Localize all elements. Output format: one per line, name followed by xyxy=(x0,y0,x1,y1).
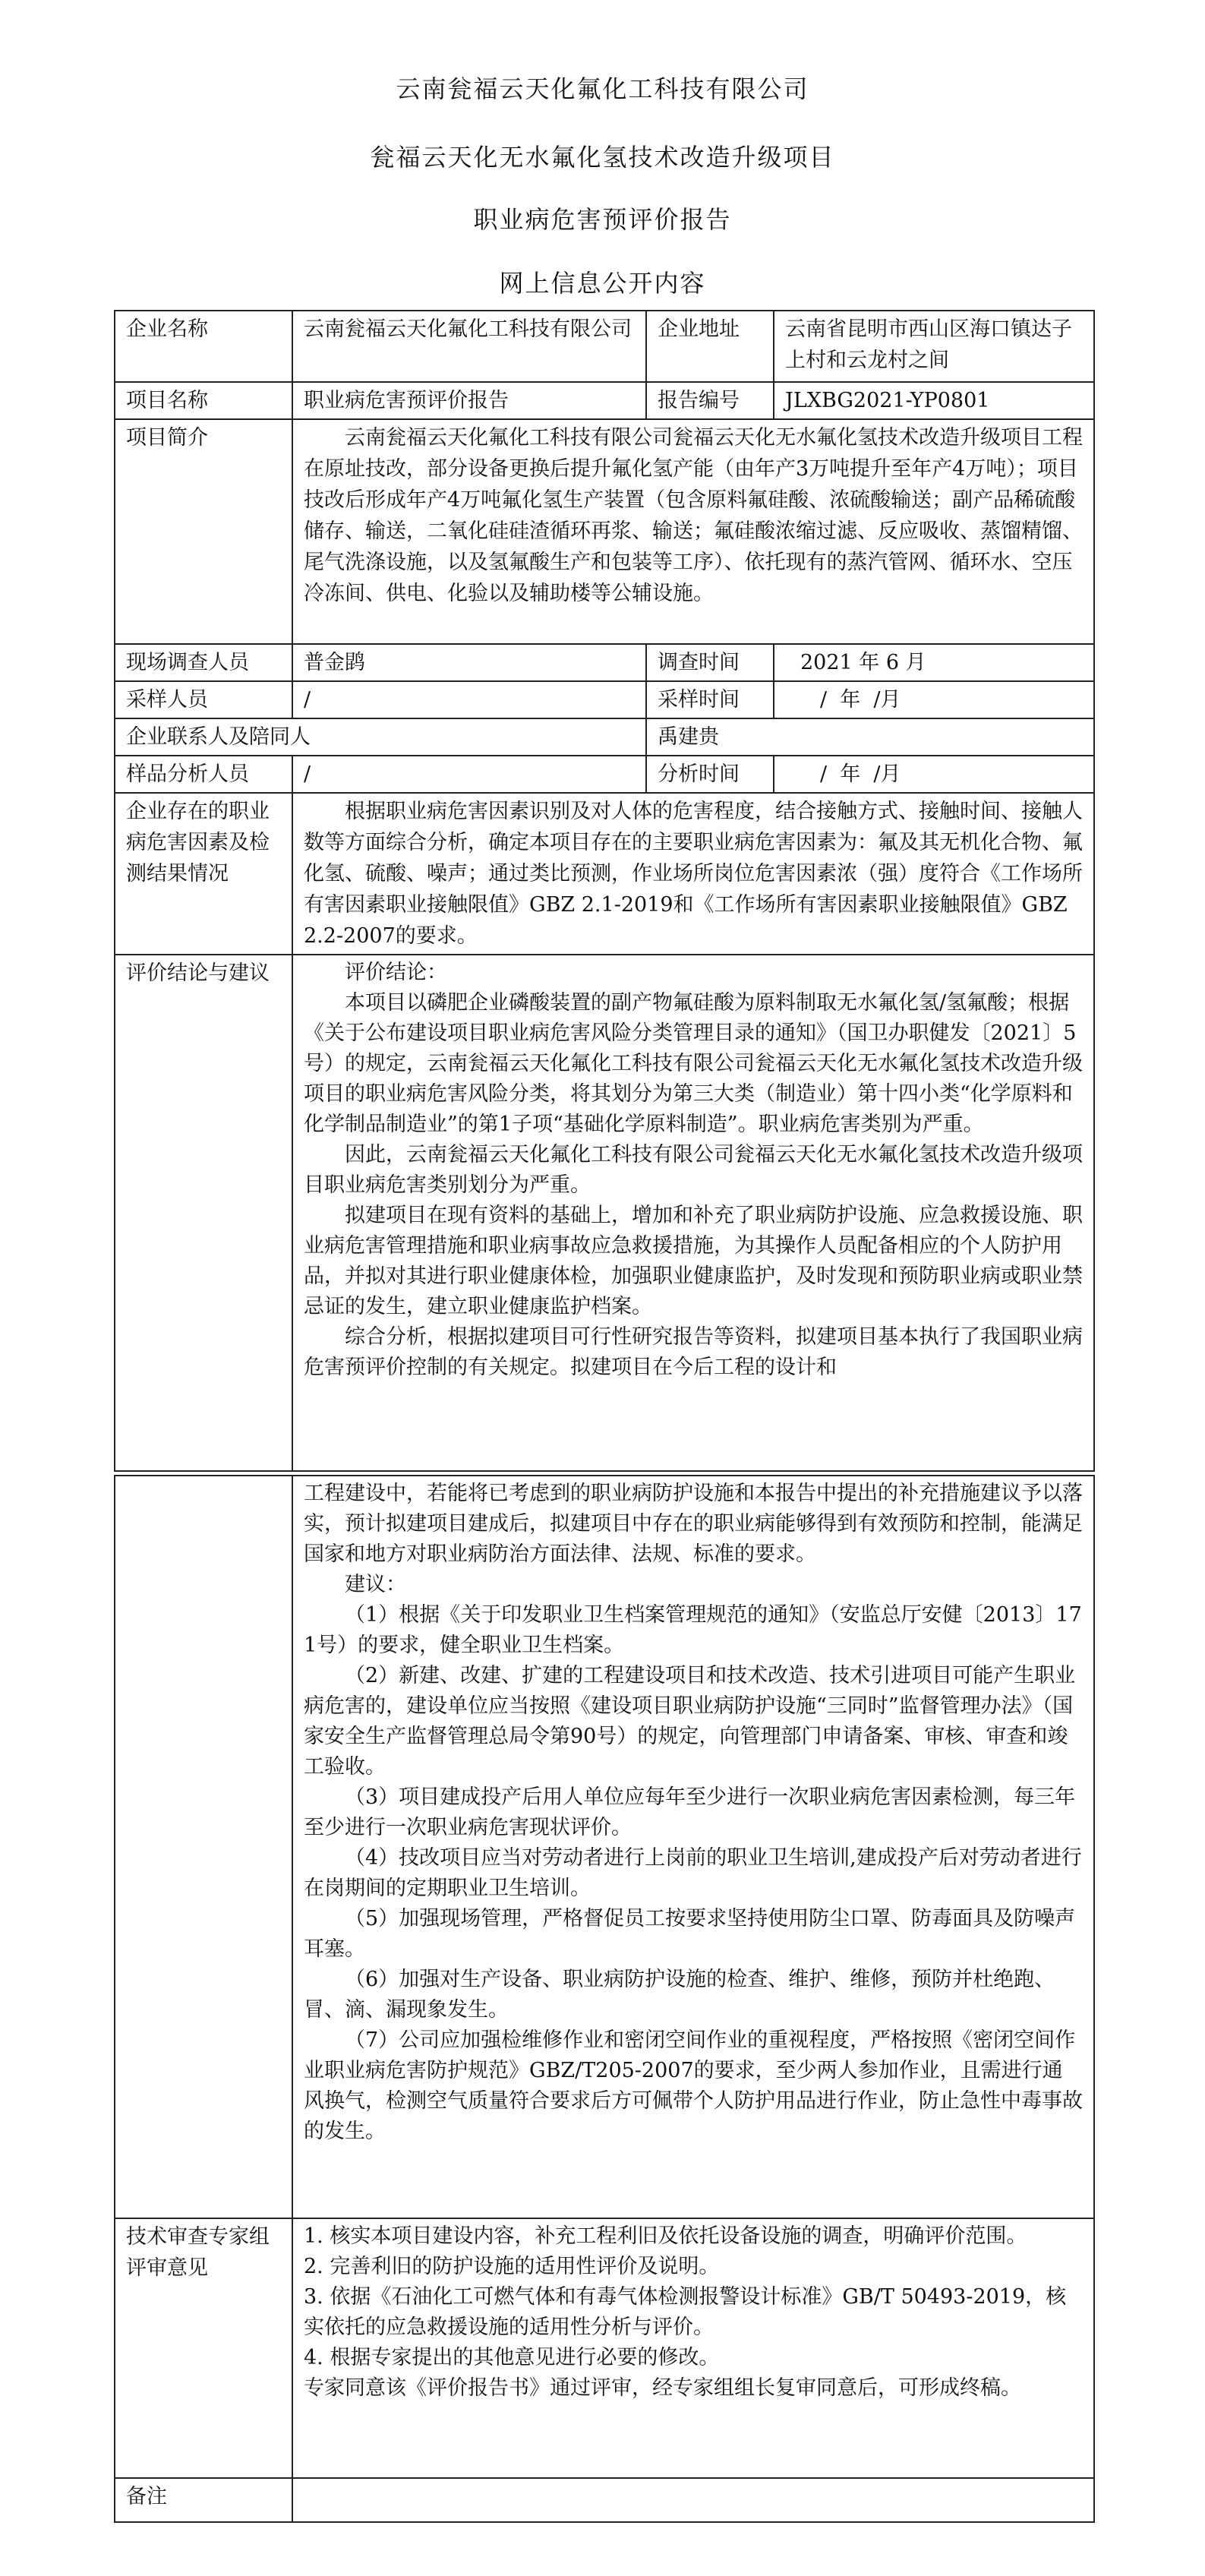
conclusion-heading: 评价结论： xyxy=(345,961,447,984)
expert-item: 3. 依据《石油化工可燃气体和有毒气体检测报警设计标准》GB/T 50493-2019，核实依托的应急救援设施的适用性分析与评价。 xyxy=(304,2285,1067,2339)
advice-item: （1）根据《关于印发职业卫生档案管理规范的通知》（安监总厅安健〔2013〕171号）的要求，健全职业卫生档案。 xyxy=(304,1603,1082,1657)
header-disclosure: 网上信息公开内容 xyxy=(499,269,706,298)
analyst-label: 样品分析人员 xyxy=(115,756,292,793)
row-intro xyxy=(115,419,1094,644)
advice-item: （5）加强现场管理，严格督促员工按要求坚持使用防尘口罩、防毒面具及防噪声耳塞。 xyxy=(304,1907,1076,1961)
info-table-part-2 xyxy=(114,1475,1095,2523)
surveyor-label: 现场调查人员 xyxy=(115,644,292,681)
conclusion-paragraph-1: 本项目以磷肥企业磷酸装置的副产物氟硅酸为原料制取无水氟化氢/氢氟酸；根据《关于公布建设项目职业病危害风险分类管理目录的通知》（国卫办职健发〔2021〕5号）的规定，云南瓮福云天化氟化工科技有限公司瓮福云天化无水氟化氢技术改造升级项目的职业病危害风险分类，将其划分为第三大类（制造业）第十四小类“化学原料和化学制品制造业”的第1子项“基础化学原料制造”。职业病危害类别为严重。 xyxy=(304,991,1083,1136)
address-label: 企业地址 xyxy=(646,311,774,382)
advice-heading: 建议： xyxy=(345,1573,406,1596)
contact-value: 禹建贵 xyxy=(646,718,1094,756)
project-label: 项目名称 xyxy=(115,382,292,419)
hazards-label: 企业存在的职业病危害因素及检测结果情况 xyxy=(115,793,292,955)
row-sampler xyxy=(115,681,1094,718)
report-no-label: 报告编号 xyxy=(646,382,774,419)
advice-item: （3）项目建成投产后用人单位应每年至少进行一次职业病危害因素检测，每三年至少进行一次职业病危害现状评价。 xyxy=(304,1785,1076,1839)
row-conclusion-continued xyxy=(115,1476,1094,2218)
header-company: 云南瓮福云天化氟化工科技有限公司 xyxy=(396,74,809,103)
header-project: 瓮福云天化无水氟化氢技术改造升级项目 xyxy=(370,143,835,172)
survey-time-label: 调查时间 xyxy=(646,644,774,681)
conclusion-paragraph-3: 拟建项目在现有资料的基础上，增加和补充了职业病防护设施、应急救援设施、职业病危害管理措施和职业病事故应急救援措施，为其操作人员配备相应的个人防护用品，并拟对其进行职业健康体检，加强职业健康监护，及时发现和预防职业病或职业禁忌证的发生，建立职业健康监护档案。 xyxy=(304,1204,1083,1318)
row-analyst xyxy=(115,756,1094,793)
remarks-label: 备注 xyxy=(115,2478,292,2522)
intro-text-cell xyxy=(292,419,1094,644)
project-value: 职业病危害预评价报告 xyxy=(292,382,646,419)
conclusion-cell-part-1 xyxy=(292,955,1094,1471)
advice-item: （6）加强对生产设备、职业病防护设施的检查、维护、维修，预防并杜绝跑、冒、滴、漏现象发生。 xyxy=(304,1968,1055,2022)
row-remarks xyxy=(115,2478,1094,2522)
analysis-time-value: / 年 /月 xyxy=(774,756,1094,793)
info-table-part-1 xyxy=(114,310,1095,1472)
report-no-value: JLXBG2021-YP0801 xyxy=(774,382,1094,419)
conclusion-paragraph-5: 工程建设中，若能将已考虑到的职业病防护设施和本报告中提出的补充措施建议予以落实，预计拟建项目建成后，拟建项目中存在的职业病能够得到有效预防和控制，能满足国家和地方对职业病防治方面法律、法规、标准的要求。 xyxy=(304,1482,1083,1566)
expert-item: 1. 核实本项目建设内容，补充工程利旧及依托设备设施的调查，明确评价范围。 xyxy=(304,2224,1027,2248)
row-expert xyxy=(115,2218,1094,2478)
surveyor-value: 普金鹍 xyxy=(292,644,646,681)
conclusion-label: 评价结论与建议 xyxy=(115,955,292,1471)
analyst-value: / xyxy=(292,756,646,793)
sample-time-label: 采样时间 xyxy=(646,681,774,718)
row-surveyor xyxy=(115,644,1094,681)
row-company xyxy=(115,311,1094,382)
company-label: 企业名称 xyxy=(115,311,292,382)
row-project xyxy=(115,382,1094,419)
expert-cell xyxy=(292,2218,1094,2478)
header-report: 职业病危害预评价报告 xyxy=(473,205,732,234)
sampler-label: 采样人员 xyxy=(115,681,292,718)
row-conclusion xyxy=(115,955,1094,1471)
advice-item: （2）新建、改建、扩建的工程建设项目和技术改造、技术引进项目可能产生职业病危害的，建设单位应当按照《建设项目职业病防护设施“三同时”监督管理办法》（国家安全生产监督管理总局令第90号）的规定，向管理部门申请备案、审核、审查和竣工验收。 xyxy=(304,1664,1076,1779)
intro-text: 云南瓮福云天化氟化工科技有限公司瓮福云天化无水氟化氢技术改造升级项目工程在原址技改，部分设备更换后提升氟化氢产能（由年产3万吨提升至年产4万吨）；项目技改后形成年产4万吨氟化氢生产装置（包含原料氟硅酸、浓硫酸输送；副产品稀硫酸储存、输送，二氧化硅硅渣循环再浆、输送；氟硅酸浓缩过滤、反应吸收、蒸馏精馏、尾气洗涤设施，以及氢氟酸生产和包装等工序）、依托现有的蒸汽管网、循环水、空压冷冻间、供电、化验以及辅助楼等公辅设施。 xyxy=(304,426,1083,605)
expert-conclusion: 专家同意该《评价报告书》通过评审，经专家组组长复审同意后，可形成终稿。 xyxy=(304,2376,1021,2400)
address-value: 云南省昆明市西山区海口镇达子上村和云龙村之间 xyxy=(774,311,1094,382)
survey-time-value: 2021 年 6 月 xyxy=(774,644,1094,681)
sampler-value: / xyxy=(292,681,646,718)
expert-item: 4. 根据专家提出的其他意见进行必要的修改。 xyxy=(304,2346,720,2369)
advice-item: （4）技改项目应当对劳动者进行上岗前的职业卫生培训,建成投产后对劳动者进行在岗期间的定期职业卫生培训。 xyxy=(304,1846,1082,1900)
hazards-text: 根据职业病危害因素识别及对人体的危害程度，结合接触方式、接触时间、接触人数等方面综合分析，确定本项目存在的主要职业病危害因素为：氟及其无机化合物、氟化氢、硫酸、噪声；通过类比预测，作业场所岗位危害因素浓（强）度符合《工作场所有害因素职业接触限值》GBZ 2.1-2019和《工作场所有害因素职业接触限值》GBZ 2.2-2007的要求。 xyxy=(304,800,1083,948)
conclusion-paragraph-4: 综合分析，根据拟建项目可行性研究报告等资料，拟建项目基本执行了我国职业病危害预评价控制的有关规定。拟建项目在今后工程的设计和 xyxy=(304,1325,1083,1379)
intro-label: 项目简介 xyxy=(115,419,292,644)
conclusion-paragraph-2: 因此，云南瓮福云天化氟化工科技有限公司瓮福云天化无水氟化氢技术改造升级项目职业病危害类别划分为严重。 xyxy=(304,1143,1083,1197)
remarks-value xyxy=(292,2478,1094,2522)
company-value: 云南瓮福云天化氟化工科技有限公司 xyxy=(292,311,646,382)
contact-label: 企业联系人及陪同人 xyxy=(115,718,646,756)
analysis-time-label: 分析时间 xyxy=(646,756,774,793)
conclusion-cell-part-2 xyxy=(292,1476,1094,2218)
advice-item: （7）公司应加强检维修作业和密闭空间作业的重视程度，严格按照《密闭空间作业职业病危害防护规范》GBZ/T205-2007的要求，至少两人参加作业，且需进行通风换气，检测空气质量符合要求后方可佩带个人防护用品进行作业，防止急性中毒事故的发生。 xyxy=(304,2028,1083,2143)
conclusion-label-continued xyxy=(115,1476,292,2218)
sample-time-value: / 年 /月 xyxy=(774,681,1094,718)
expert-label: 技术审查专家组评审意见 xyxy=(115,2218,292,2478)
row-hazards xyxy=(115,793,1094,955)
hazards-text-cell xyxy=(292,793,1094,955)
expert-item: 2. 完善利旧的防护设施的适用性评价及说明。 xyxy=(304,2255,720,2278)
row-contact xyxy=(115,718,1094,756)
